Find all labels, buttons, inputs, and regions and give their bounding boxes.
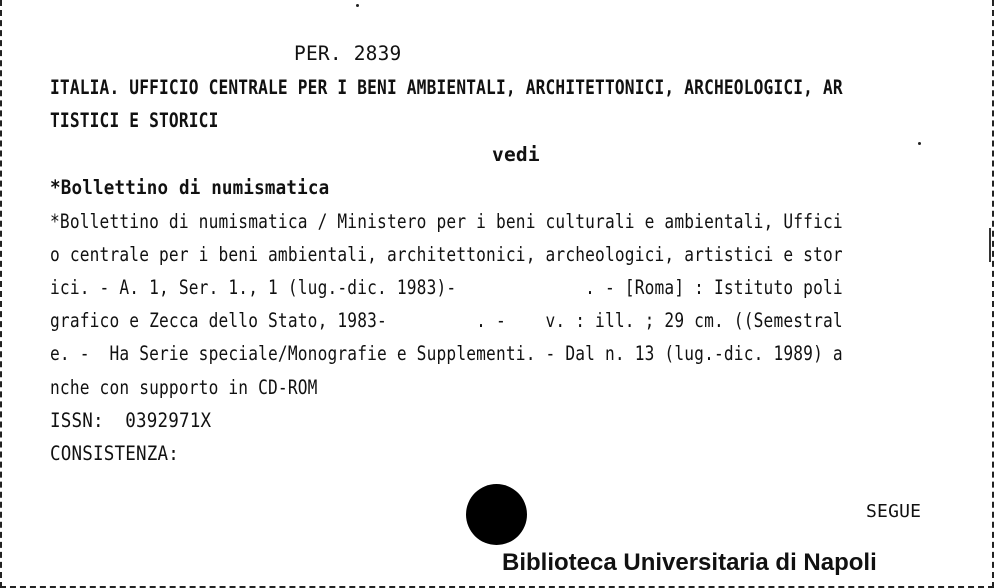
continues-marker: SEGUE bbox=[866, 501, 922, 522]
scan-speck bbox=[356, 4, 359, 7]
description-line: o centrale per i beni ambientali, architettonici, archeologici, artistici e stor bbox=[50, 243, 843, 266]
corporate-heading-line-2: TISTICI E STORICI bbox=[50, 109, 219, 132]
title-heading: *Bollettino di numismatica bbox=[50, 176, 330, 199]
description-line: nche con supporto in CD-ROM bbox=[50, 376, 318, 399]
description-line: ici. - A. 1, Ser. 1., 1 (lug.-dic. 1983)- . - [Roma] : Istituto poli bbox=[50, 276, 843, 299]
description-line: *Bollettino di numismatica / Ministero per i beni culturali e ambientali, Uffici bbox=[50, 210, 843, 233]
holdings-label: CONSISTENZA: bbox=[50, 442, 179, 465]
scan-speck bbox=[918, 142, 921, 145]
issn-line: ISSN: 0392971X bbox=[50, 409, 212, 432]
description-line: grafico e Zecca dello Stato, 1983- . - v. : ill. ; 29 cm. ((Semestral bbox=[50, 309, 843, 332]
punch-hole bbox=[466, 484, 527, 545]
see-reference: vedi bbox=[492, 143, 540, 166]
description-line: e. - Ha Serie speciale/Monografie e Supplementi. - Dal n. 13 (lug.-dic. 1989) a bbox=[50, 342, 843, 365]
corporate-heading-line-1: ITALIA. UFFICIO CENTRALE PER I BENI AMBIENTALI, ARCHITETTONICI, ARCHEOLOGICI, AR bbox=[50, 76, 843, 99]
scan-edge-mark bbox=[989, 228, 991, 262]
library-stamp: Biblioteca Universitaria di Napoli bbox=[502, 549, 877, 576]
shelfmark: PER. 2839 bbox=[294, 42, 402, 65]
